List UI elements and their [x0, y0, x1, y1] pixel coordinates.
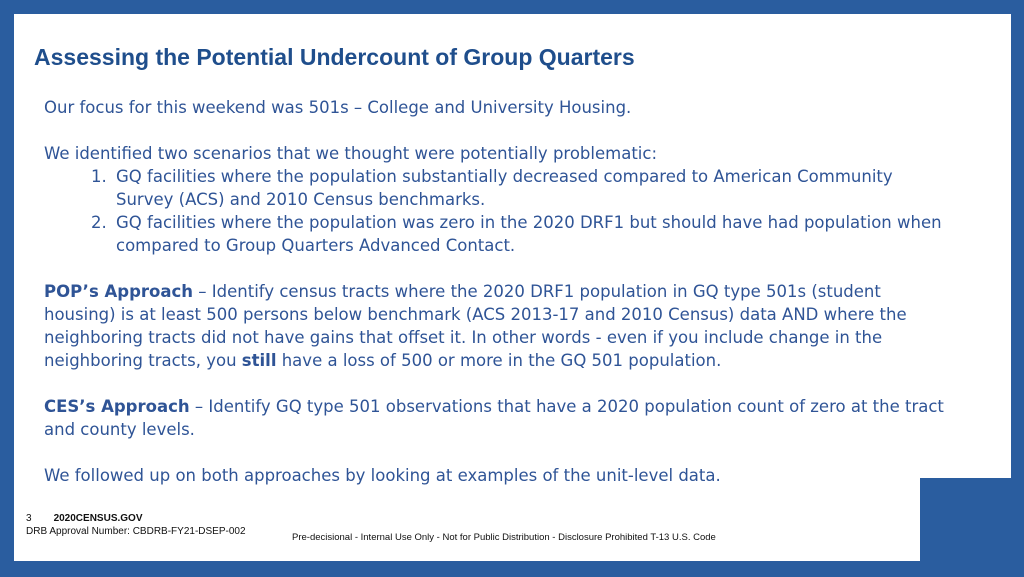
ces-approach-paragraph: [44, 395, 944, 441]
disclosure-notice: Pre-decisional - Internal Use Only - Not for Public Distribution - Disclosure Prohibited T-13 U.S. Code: [292, 532, 716, 543]
scenarios-intro: We identified two scenarios that we thought were potentially problematic:: [44, 144, 658, 163]
slide-body: [44, 96, 944, 487]
pop-approach-text: Identify census tracts where the 2020 DRF1 population in GQ type 501s (student housing) is at least 500 persons below benchmark (ACS 2013-17 and 2010 Census) data AND where the neighboring tracts did not have gains that offset it. In other words - even if you include change in the neighboring tracts, you: [44, 282, 907, 370]
background-corner: [920, 478, 1011, 561]
focus-paragraph: Our focus for this weekend was 501s – College and University Housing.: [44, 98, 632, 117]
ces-approach-text: Identify GQ type 501 observations that have a 2020 population count of zero at the tract and county levels.: [44, 397, 944, 439]
page-number: 3: [26, 513, 32, 524]
pop-approach-paragraph: [44, 280, 944, 372]
scenarios-list: [44, 165, 944, 257]
followup-paragraph: We followed up on both approaches by looking at examples of the unit-level data.: [44, 466, 721, 485]
slide-title: Assessing the Potential Undercount of Group Quarters: [34, 44, 635, 70]
footer-site-link: 2020CENSUS.GOV: [53, 513, 143, 524]
slide-footer: [26, 513, 246, 537]
pop-approach-emphasis: still: [241, 351, 277, 370]
pop-approach-text-end: have a loss of 500 or more in the GQ 501 population.: [276, 351, 722, 370]
slide: [14, 14, 1011, 561]
ces-approach-label: CES’s Approach: [44, 397, 190, 416]
scenario-item: 1. GQ facilities where the population substantially decreased compared to American Community Survey (ACS) and 2010 Census benchmarks.: [112, 165, 944, 211]
scenario-item: 2. GQ facilities where the population was zero in the 2020 DRF1 but should have had population when compared to Group Quarters Advanced Contact.: [112, 211, 944, 257]
pop-approach-label: POP’s Approach: [44, 282, 194, 301]
pop-approach-dash: –: [193, 282, 212, 301]
drb-approval-number: DRB Approval Number: CBDRB-FY21-DSEP-002: [26, 526, 246, 537]
ces-approach-dash: –: [189, 397, 209, 416]
